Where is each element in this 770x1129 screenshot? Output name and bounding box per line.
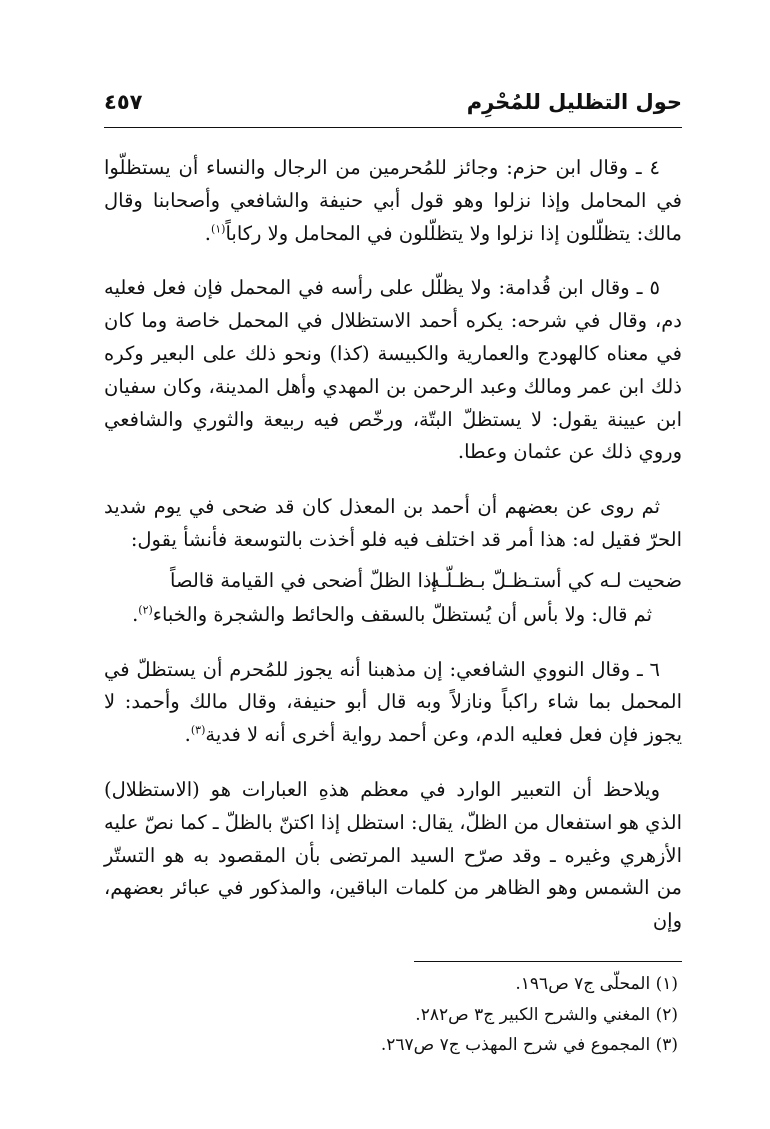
running-title: حول التظليل للمُحْرِم	[466, 90, 682, 114]
paragraph-nawawi: ٦ ـ وقال النووي الشافعي: إن مذهبنا أنه يجوز للمُحرم أن يستظلّ في المحمل بما شاء راكباً ونازلاً وبه قال أبو حنيفة، وقال مالك وأحمد: لا يجوز فإن فعل فعليه الدم، وعن أحمد رواية أخرى أنه لا فدية$^{(٣)}$.	[104, 657, 682, 747]
main-text	[104, 152, 682, 960]
page-header	[104, 88, 682, 128]
paragraph-ibn-hazm: ٤ ـ وقال ابن حزم: وجائز للمُحرمين من الرجال والنساء أن يستظلّوا في المحامل وإذا نزلوا وهو قول أبي حنيفة والشافعي وأصحابنا وقال مالك: يتظلّلون إذا نزلوا ولا يتظلّلون في المحامل ولا ركاباً$^{(١)}$.	[104, 156, 682, 245]
footnote-ref-2: (٢)	[138, 603, 153, 617]
paragraph-observation: ويلاحظ أن التعبير الوارد في معظم هذهِ العبارات هو (الاستظلال) الذي هو استفعال من الظلّ، يقال: استظل إذا اكتنّ بالظلّ ـ كما نصّ عليه الأزهري وغيره ـ وقد صرّح السيد المرتضى بأن المقصود به هو التستّر من الشمس وهو الظاهر من كلمات الباقين، والمذكور في عبائر بعضهم، وإن	[104, 777, 682, 933]
page-number: ٤٥٧	[104, 90, 143, 114]
footnote-ref-1: (١)	[210, 222, 226, 236]
paragraph-story: ثم روى عن بعضهم أن أحمد بن المعذل كان قد ضحى في يوم شديد الحرّ فقيل له: هذا أمر قد اختلف فيه فلو أخذت بالتوسعة فأنشأ يقول:	[104, 495, 682, 551]
poetry-verse	[104, 565, 682, 599]
footnote-ref-3: (٣)	[190, 723, 206, 737]
header-rule	[104, 127, 682, 128]
footnote-1: (١) المحلّى ج٧ ص١٩٦.	[515, 974, 678, 994]
paragraph-ibn-qudama: ٥ ـ وقال ابن قُدامة: ولا يظلّل على رأسه في المحمل فإن فعل فعليه دم، وقال في شرحه: يكره أحمد الاستظلال في المحمل خاصة وما كان في معناه كالهودج والعمارية والكبيسة (كذا) ونحو ذلك على البعير وكره ذلك ابن عمر ومالك وعبد الرحمن بن المهدي وأهل المدينة، وكان سفيان ابن عيينة يقول: لا يستظلّ البتّة، ورخّص فيه ربيعة والثوري والشافعي وروي ذلك عن عثمان وعطا.	[104, 276, 682, 464]
verse-second-hemistich: إذا الظلّ أضحى في القيامة قالصاً	[170, 568, 438, 592]
footnotes	[104, 969, 682, 1061]
verse-first-hemistich: ضحيت لـه كي أستـظـلّ بـظـلّـه	[430, 568, 682, 592]
footnote-2: (٢) المغني والشرح الكبير ج٣ ص٢٨٢.	[415, 1004, 678, 1025]
footnote-3: (٣) المجموع في شرح المهذب ج٧ ص٢٦٧.	[380, 1035, 678, 1055]
paragraph-after-verse: ثم قال: ولا بأس أن يُستظلّ بالسقف والحائط والشجرة والخباء$^{(٢)}$.	[132, 602, 652, 626]
footnote-rule	[414, 961, 682, 962]
